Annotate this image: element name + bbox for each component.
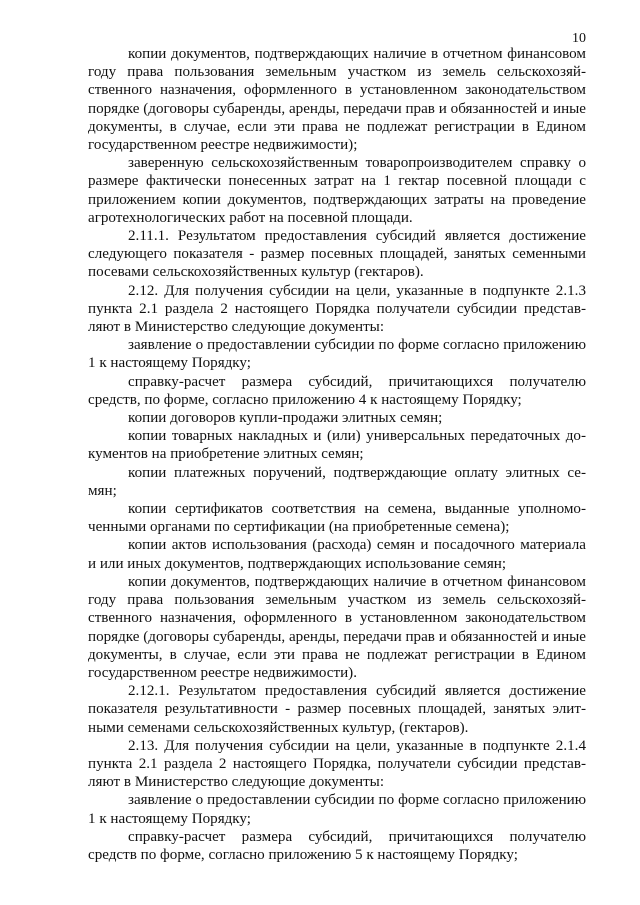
paragraph: 2.12.1. Результатом предоставления субсидий является достижение показателя результативности - размер посевных площадей, занятых элитными семенами сельскохозяйственных культур, (гектаров).: [88, 683, 586, 736]
paragraph: справку-расчет размера субсидий, причитающихся получателю средств по форме, согласно приложению 5 к настоящему Порядку;: [88, 828, 586, 863]
paragraph: копии документов, подтверждающих наличие в отчетном финансовом году права пользования земельным участком из земель сельскохозяйственного назначения, оформленного в установленном законодательством порядке (договоры субаренды, аренды, передачи прав и обязанностей и иные документы, в случае, если эти права не подлежат регистрации в Едином государственном реестре недвижимости).: [88, 573, 586, 681]
document-body: [88, 45, 586, 864]
paragraph: справку-расчет размера субсидий, причитающихся получателю средств, по форме, согласно приложению 4 к настоящему Порядку;: [88, 373, 586, 408]
paragraph: копии документов, подтверждающих наличие в отчетном финансовом году права пользования земельным участком из земель сельскохозяйственного назначения, оформленного в установленном законодательством порядке (договоры субаренды, аренды, передачи прав и обязанностей и иные документы, в случае, если эти права не подлежат регистрации в Едином государственном реестре недвижимости);: [88, 46, 586, 154]
paragraph: заявление о предоставлении субсидии по форме согласно приложению 1 к настоящему Порядку;: [88, 337, 586, 372]
page-number: 10: [572, 31, 586, 46]
paragraph: 2.12. Для получения субсидии на цели, указанные в подпункте 2.1.3 пункта 2.1 раздела 2 настоящего Порядка получатели субсидии представляют в Министерство следующие документы:: [88, 282, 586, 336]
paragraph: заявление о предоставлении субсидии по форме согласно приложению 1 к настоящему Порядку;: [88, 792, 586, 827]
paragraph: копии сертификатов соответствия на семена, выданные уполномоченными органами по сертификации (на приобретенные семена);: [88, 501, 586, 536]
paragraph: 2.13. Для получения субсидии на цели, указанные в подпункте 2.1.4 пункта 2.1 раздела 2 настоящего Порядка, получатели субсидии представляют в Министерство следующие документы:: [88, 737, 586, 791]
paragraph: копии товарных накладных и (или) универсальных передаточных документов на приобретение элитных семян;: [88, 428, 586, 463]
paragraph: заверенную сельскохозяйственным товаропроизводителем справку о размере фактически понесенных затрат на 1 гектар посевной площади с приложением копии документов, подтверждающих затраты на проведение агротехнологических работ на посевной площади.: [88, 155, 586, 226]
paragraph: копии актов использования (расхода) семян и посадочного материала и или иных документов, подтверждающих использование семян;: [88, 537, 586, 572]
paragraph: копии платежных поручений, подтверждающие оплату элитных семян;: [88, 464, 586, 499]
paragraph: 2.11.1. Результатом предоставления субсидий является достижение следующего показателя - размер посевных площадей, занятых семенными посевами сельскохозяйственных культур (гектаров).: [88, 228, 586, 281]
paragraph: копии договоров купли-продажи элитных семян;: [128, 410, 443, 427]
